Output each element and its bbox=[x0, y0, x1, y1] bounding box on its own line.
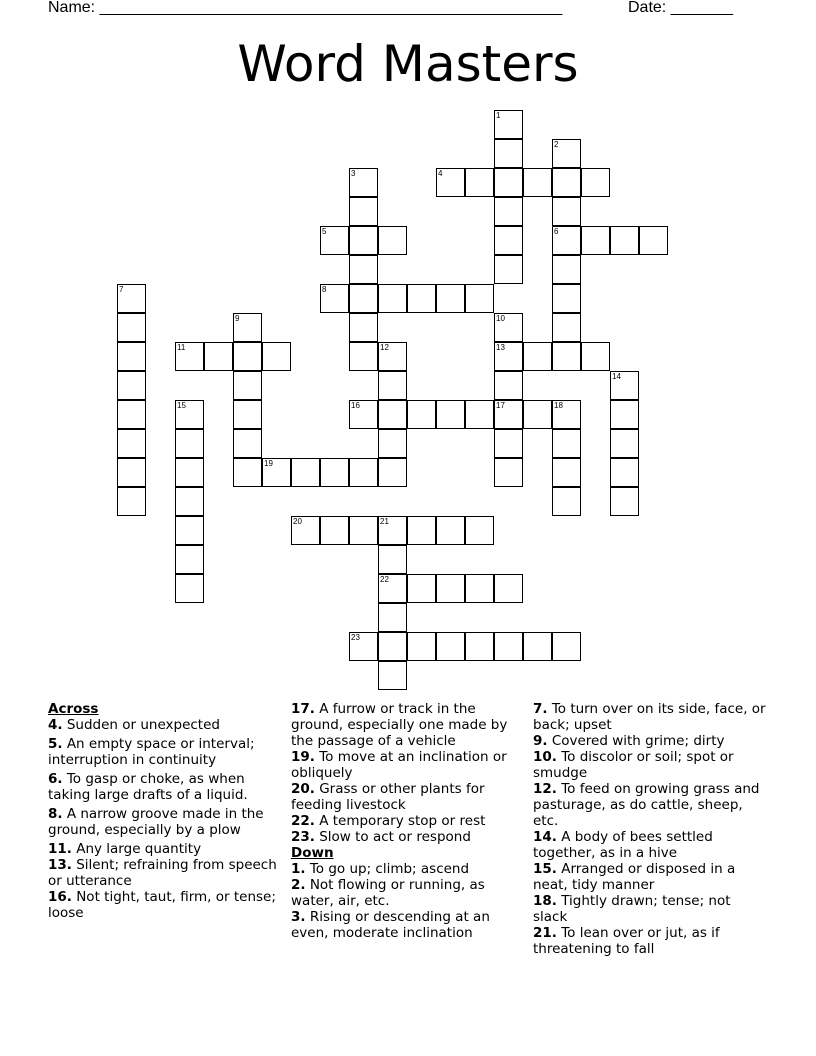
grid-cell[interactable] bbox=[494, 458, 523, 487]
grid-cell[interactable] bbox=[117, 487, 146, 516]
grid-cell[interactable] bbox=[233, 458, 262, 487]
grid-cell[interactable] bbox=[117, 313, 146, 342]
down-heading: Down bbox=[291, 845, 334, 861]
grid-cell[interactable] bbox=[610, 400, 639, 429]
grid-cell[interactable] bbox=[175, 342, 204, 371]
clue-down-9: 9. Covered with grime; dirty bbox=[533, 733, 725, 749]
grid-cell[interactable] bbox=[233, 342, 262, 371]
cell-number: 2 bbox=[554, 140, 559, 149]
cell-number: 1 bbox=[496, 111, 501, 120]
name-field[interactable]: Name: ____________________________________________________ bbox=[48, 0, 563, 16]
clue-down-18: 18. Tightly drawn; tense; not slack bbox=[533, 893, 731, 925]
grid-cell[interactable] bbox=[465, 632, 494, 661]
grid-cell[interactable] bbox=[117, 458, 146, 487]
grid-cell[interactable] bbox=[552, 342, 581, 371]
grid-cell[interactable] bbox=[465, 574, 494, 603]
cell-number: 16 bbox=[351, 401, 360, 410]
cell-number: 13 bbox=[496, 343, 505, 352]
clue-across-23: 23. Slow to act or respond bbox=[291, 829, 471, 845]
grid-cell[interactable] bbox=[494, 226, 523, 255]
cell-number: 12 bbox=[380, 343, 389, 352]
grid-cell[interactable] bbox=[378, 429, 407, 458]
grid-cell[interactable] bbox=[349, 458, 378, 487]
grid-cell[interactable] bbox=[378, 603, 407, 632]
grid-cell[interactable] bbox=[552, 487, 581, 516]
clue-across-17: 17. A furrow or track in the ground, especially one made by the passage of a vehicle bbox=[291, 701, 508, 749]
grid-cell[interactable] bbox=[494, 342, 523, 371]
grid-cell[interactable] bbox=[610, 429, 639, 458]
clues-column-1 bbox=[48, 701, 284, 921]
clue-across-11: 11. Any large quantity bbox=[48, 841, 202, 857]
cell-number: 11 bbox=[177, 343, 186, 352]
grid-cell[interactable] bbox=[378, 284, 407, 313]
grid-cell[interactable] bbox=[175, 545, 204, 574]
grid-cell[interactable] bbox=[465, 400, 494, 429]
grid-cell[interactable] bbox=[117, 342, 146, 371]
grid-cell[interactable] bbox=[117, 429, 146, 458]
clue-down-3: 3. Rising or descending at an even, moderate inclination bbox=[291, 909, 490, 941]
grid-cell[interactable] bbox=[494, 574, 523, 603]
clue-across-22: 22. A temporary stop or rest bbox=[291, 813, 486, 829]
grid-cell[interactable] bbox=[349, 632, 378, 661]
grid-cell[interactable] bbox=[233, 371, 262, 400]
grid-cell[interactable] bbox=[320, 458, 349, 487]
grid-cell[interactable] bbox=[581, 342, 610, 371]
grid-cell[interactable] bbox=[552, 632, 581, 661]
grid-cell[interactable] bbox=[407, 284, 436, 313]
cell-number: 17 bbox=[496, 401, 505, 410]
grid-cell[interactable] bbox=[320, 516, 349, 545]
cell-number: 20 bbox=[293, 517, 302, 526]
grid-cell[interactable] bbox=[552, 168, 581, 197]
grid-cell[interactable] bbox=[610, 371, 639, 400]
grid-cell[interactable] bbox=[175, 487, 204, 516]
page-title: Word Masters bbox=[237, 35, 579, 93]
grid-cell[interactable] bbox=[175, 429, 204, 458]
grid-cell[interactable] bbox=[262, 458, 291, 487]
grid-cell[interactable] bbox=[349, 197, 378, 226]
grid-cell[interactable] bbox=[494, 197, 523, 226]
clue-down-14: 14. A body of bees settled together, as in a hive bbox=[533, 829, 713, 861]
grid-cell[interactable] bbox=[610, 458, 639, 487]
grid-cell[interactable] bbox=[233, 400, 262, 429]
grid-cell[interactable] bbox=[436, 168, 465, 197]
grid-cell[interactable] bbox=[378, 371, 407, 400]
grid-cell[interactable] bbox=[523, 342, 552, 371]
grid-cell[interactable] bbox=[552, 139, 581, 168]
grid-cell[interactable] bbox=[117, 400, 146, 429]
grid-cell[interactable] bbox=[552, 400, 581, 429]
grid-cell[interactable] bbox=[436, 400, 465, 429]
grid-cell[interactable] bbox=[175, 458, 204, 487]
grid-cell[interactable] bbox=[494, 400, 523, 429]
grid-cell[interactable] bbox=[494, 371, 523, 400]
grid-cell[interactable] bbox=[378, 400, 407, 429]
cell-number: 22 bbox=[380, 575, 389, 584]
grid-cell[interactable] bbox=[349, 226, 378, 255]
grid-cell[interactable] bbox=[581, 226, 610, 255]
grid-cell[interactable] bbox=[117, 371, 146, 400]
clue-down-15: 15. Arranged or disposed in a neat, tidy manner bbox=[533, 861, 736, 893]
grid-cell[interactable] bbox=[436, 574, 465, 603]
grid-cell[interactable] bbox=[349, 168, 378, 197]
across-heading: Across bbox=[48, 701, 99, 717]
grid-cell[interactable] bbox=[494, 313, 523, 342]
grid-cell[interactable] bbox=[349, 255, 378, 284]
clue-down-10: 10. To discolor or soil; spot or smudge bbox=[533, 749, 734, 781]
grid-cell[interactable] bbox=[320, 284, 349, 313]
grid-cell[interactable] bbox=[349, 313, 378, 342]
clue-across-8: 8. A narrow groove made in the ground, especially by a plow bbox=[48, 806, 264, 838]
grid-cell[interactable] bbox=[378, 342, 407, 371]
grid-cell[interactable] bbox=[494, 632, 523, 661]
grid-cell[interactable] bbox=[552, 429, 581, 458]
cell-number: 8 bbox=[322, 285, 327, 294]
date-field[interactable]: Date: _______ bbox=[628, 0, 733, 16]
grid-cell[interactable] bbox=[610, 226, 639, 255]
clue-across-5: 5. An empty space or interval; interruption in continuity bbox=[48, 736, 255, 768]
grid-cell[interactable] bbox=[320, 226, 349, 255]
clue-across-13: 13. Silent; refraining from speech or utterance bbox=[48, 857, 277, 889]
grid-cell[interactable] bbox=[552, 197, 581, 226]
cell-number: 9 bbox=[235, 314, 240, 323]
grid-cell[interactable] bbox=[523, 168, 552, 197]
grid-cell[interactable] bbox=[407, 632, 436, 661]
cell-number: 21 bbox=[380, 517, 389, 526]
cell-number: 18 bbox=[554, 401, 563, 410]
grid-cell[interactable] bbox=[378, 226, 407, 255]
grid-cell[interactable] bbox=[175, 400, 204, 429]
grid-cell[interactable] bbox=[378, 632, 407, 661]
grid-cell[interactable] bbox=[407, 574, 436, 603]
cell-number: 10 bbox=[496, 314, 505, 323]
cell-number: 3 bbox=[351, 169, 356, 178]
grid-cell[interactable] bbox=[523, 632, 552, 661]
grid-cell[interactable] bbox=[465, 284, 494, 313]
grid-cell[interactable] bbox=[407, 400, 436, 429]
grid-cell[interactable] bbox=[349, 342, 378, 371]
grid-cell[interactable] bbox=[552, 284, 581, 313]
clue-down-2: 2. Not flowing or running, as water, air, etc. bbox=[291, 877, 485, 909]
cell-number: 7 bbox=[119, 285, 124, 294]
grid-cell[interactable] bbox=[494, 429, 523, 458]
grid-cell[interactable] bbox=[378, 574, 407, 603]
grid-cell[interactable] bbox=[610, 487, 639, 516]
grid-cell[interactable] bbox=[378, 458, 407, 487]
grid-cell[interactable] bbox=[552, 226, 581, 255]
cell-number: 6 bbox=[554, 227, 559, 236]
grid-cell[interactable] bbox=[175, 574, 204, 603]
grid-cell[interactable] bbox=[436, 284, 465, 313]
grid-cell[interactable] bbox=[349, 284, 378, 313]
grid-cell[interactable] bbox=[378, 545, 407, 574]
grid-cell[interactable] bbox=[494, 110, 523, 139]
grid-cell[interactable] bbox=[349, 400, 378, 429]
grid-cell[interactable] bbox=[378, 661, 407, 690]
cell-number: 14 bbox=[612, 372, 621, 381]
clue-down-21: 21. To lean over or jut, as if threatening to fall bbox=[533, 925, 720, 957]
grid-cell[interactable] bbox=[552, 458, 581, 487]
grid-cell[interactable] bbox=[581, 168, 610, 197]
grid-cell[interactable] bbox=[407, 516, 436, 545]
grid-cell[interactable] bbox=[436, 632, 465, 661]
grid-cell[interactable] bbox=[494, 255, 523, 284]
grid-cell[interactable] bbox=[494, 139, 523, 168]
grid-cell[interactable] bbox=[494, 168, 523, 197]
grid-cell[interactable] bbox=[262, 342, 291, 371]
clue-across-16: 16. Not tight, taut, firm, or tense; loose bbox=[48, 889, 276, 921]
clue-down-7: 7. To turn over on its side, face, or back; upset bbox=[533, 701, 766, 733]
cell-number: 23 bbox=[351, 633, 360, 642]
grid-cell[interactable] bbox=[552, 255, 581, 284]
grid-cell[interactable] bbox=[233, 313, 262, 342]
grid-cell[interactable] bbox=[175, 516, 204, 545]
grid-cell[interactable] bbox=[436, 516, 465, 545]
grid-cell[interactable] bbox=[291, 516, 320, 545]
cell-number: 5 bbox=[322, 227, 327, 236]
grid-cell[interactable] bbox=[523, 400, 552, 429]
clue-down-12: 12. To feed on growing grass and pasturage, as do cattle, sheep, etc. bbox=[533, 781, 760, 829]
grid-cell[interactable] bbox=[639, 226, 668, 255]
cell-number: 15 bbox=[177, 401, 186, 410]
grid-cell[interactable] bbox=[378, 516, 407, 545]
clues-column-3 bbox=[533, 701, 769, 957]
grid-cell[interactable] bbox=[349, 516, 378, 545]
grid-cell[interactable] bbox=[233, 429, 262, 458]
grid-cell[interactable] bbox=[117, 284, 146, 313]
clue-across-19: 19. To move at an inclination or obliquely bbox=[291, 749, 507, 781]
grid-cell[interactable] bbox=[465, 168, 494, 197]
grid-cell[interactable] bbox=[465, 516, 494, 545]
clue-across-4: 4. Sudden or unexpected bbox=[48, 717, 220, 733]
grid-cell[interactable] bbox=[552, 313, 581, 342]
grid-cell[interactable] bbox=[204, 342, 233, 371]
clues-column-2 bbox=[291, 701, 521, 941]
clue-across-6: 6. To gasp or choke, as when taking large drafts of a liquid. bbox=[48, 771, 248, 803]
cell-number: 4 bbox=[438, 169, 443, 178]
grid-cell[interactable] bbox=[291, 458, 320, 487]
clue-down-1: 1. To go up; climb; ascend bbox=[291, 861, 470, 877]
cell-number: 19 bbox=[264, 459, 273, 468]
clue-across-20: 20. Grass or other plants for feeding livestock bbox=[291, 781, 485, 813]
